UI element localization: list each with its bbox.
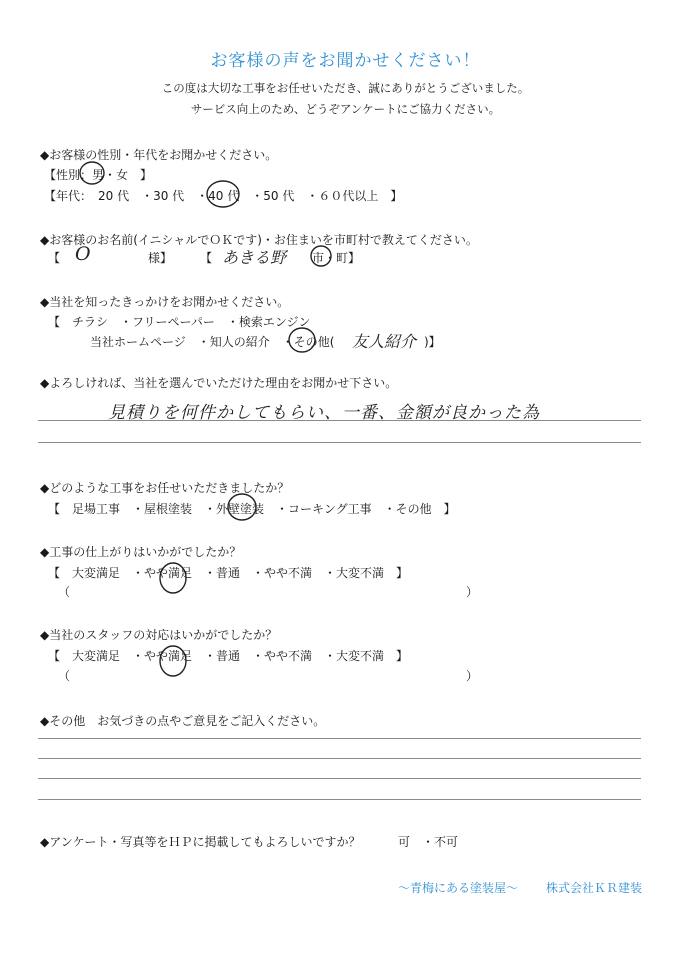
q2-name-value[interactable]: O bbox=[75, 243, 91, 265]
q6-label: ◆工事の仕上がりはいかがでしたか？ bbox=[40, 545, 242, 559]
circle-q6-somewhat-satisfied bbox=[160, 563, 186, 593]
q1-label: ◆お客様の性別・年代をお聞かせください。 bbox=[40, 148, 278, 162]
q2-city-bracket: 【 bbox=[200, 251, 213, 265]
q4-answer[interactable]: 見積りを何件かしてもらい、一番、金額が良かった為 bbox=[108, 403, 540, 423]
footer-tagline: ～青梅にある塗装屋～ bbox=[398, 881, 519, 895]
circle-gender-male bbox=[80, 162, 104, 184]
q3-label: ◆当社を知ったきっかけをお聞かせください。 bbox=[40, 295, 290, 309]
footer-company: 株式会社ＫＲ建装 bbox=[546, 881, 643, 895]
q7-options[interactable]: 【 大変満足 ・やや満足 ・普通 ・やや不満 ・大変不満 】 bbox=[48, 649, 409, 663]
q3-other-value[interactable]: 友人紹介 bbox=[352, 332, 417, 351]
q8-label: ◆その他 お気づきの点やご意見をご記入ください。 bbox=[40, 714, 326, 728]
q9-label: ◆アンケート・写真等をＨＰに掲載してもよろしいですか？ bbox=[40, 835, 361, 849]
circle-age-40 bbox=[207, 181, 239, 207]
circle-other bbox=[289, 328, 315, 352]
q6-comment-close: ） bbox=[466, 585, 479, 599]
q7-comment-open: （ bbox=[58, 669, 71, 683]
q9-options[interactable]: 可 ・不可 bbox=[398, 835, 459, 849]
q6-comment-open: （ bbox=[58, 585, 71, 599]
intro-line-2: サービス向上のため、どうぞアンケートにご協力ください。 bbox=[190, 102, 501, 116]
q2-city-value[interactable]: あきる野 bbox=[222, 248, 287, 267]
q2-city-suffix: 市・町】 bbox=[312, 251, 361, 265]
q2-label: ◆お客様のお名前(イニシャルでＯＫです)・お住まいを市町村で教えてください。 bbox=[40, 233, 478, 247]
q2-name-suffix: 様】 bbox=[148, 251, 173, 265]
q4-label: ◆よろしければ、当社を選んでいただけた理由をお聞かせ下さい。 bbox=[40, 376, 398, 390]
q3-options-row1[interactable]: 【 チラシ ・フリーペーパー ・検索エンジン bbox=[48, 315, 311, 329]
q5-label: ◆どのような工事をお任せいただきましたか？ bbox=[40, 481, 290, 495]
q3-row2-close: )】 bbox=[424, 335, 441, 349]
circle-city bbox=[311, 246, 331, 266]
q1-gender-options[interactable]: 【性別：男・女 】 bbox=[44, 168, 153, 182]
circle-exterior-paint bbox=[228, 494, 256, 520]
q7-comment-close: ） bbox=[466, 669, 479, 683]
q5-options[interactable]: 【 足場工事 ・屋根塗装 ・外壁塗装 ・コーキング工事 ・その他 】 bbox=[48, 502, 456, 516]
q2-name-bracket: 【 bbox=[48, 251, 61, 265]
intro-line-1: この度は大切な工事をお任せいただき、誠にありがとうございました。 bbox=[161, 81, 530, 95]
q1-age-options[interactable]: 【年代： 20 代 ・30 代 ・40 代 ・50 代 ・６０代以上 】 bbox=[44, 189, 403, 203]
circle-q7-somewhat-satisfied bbox=[160, 646, 186, 676]
q7-label: ◆当社のスタッフの対応はいかがでしたか？ bbox=[40, 628, 278, 642]
page-title: お客様の声をお聞かせください！ bbox=[210, 51, 481, 71]
q6-options[interactable]: 【 大変満足 ・やや満足 ・普通 ・やや不満 ・大変不満 】 bbox=[48, 566, 409, 580]
q3-options-row2[interactable]: 当社ホームページ ・知人の紹介 ・その他( bbox=[90, 335, 335, 349]
